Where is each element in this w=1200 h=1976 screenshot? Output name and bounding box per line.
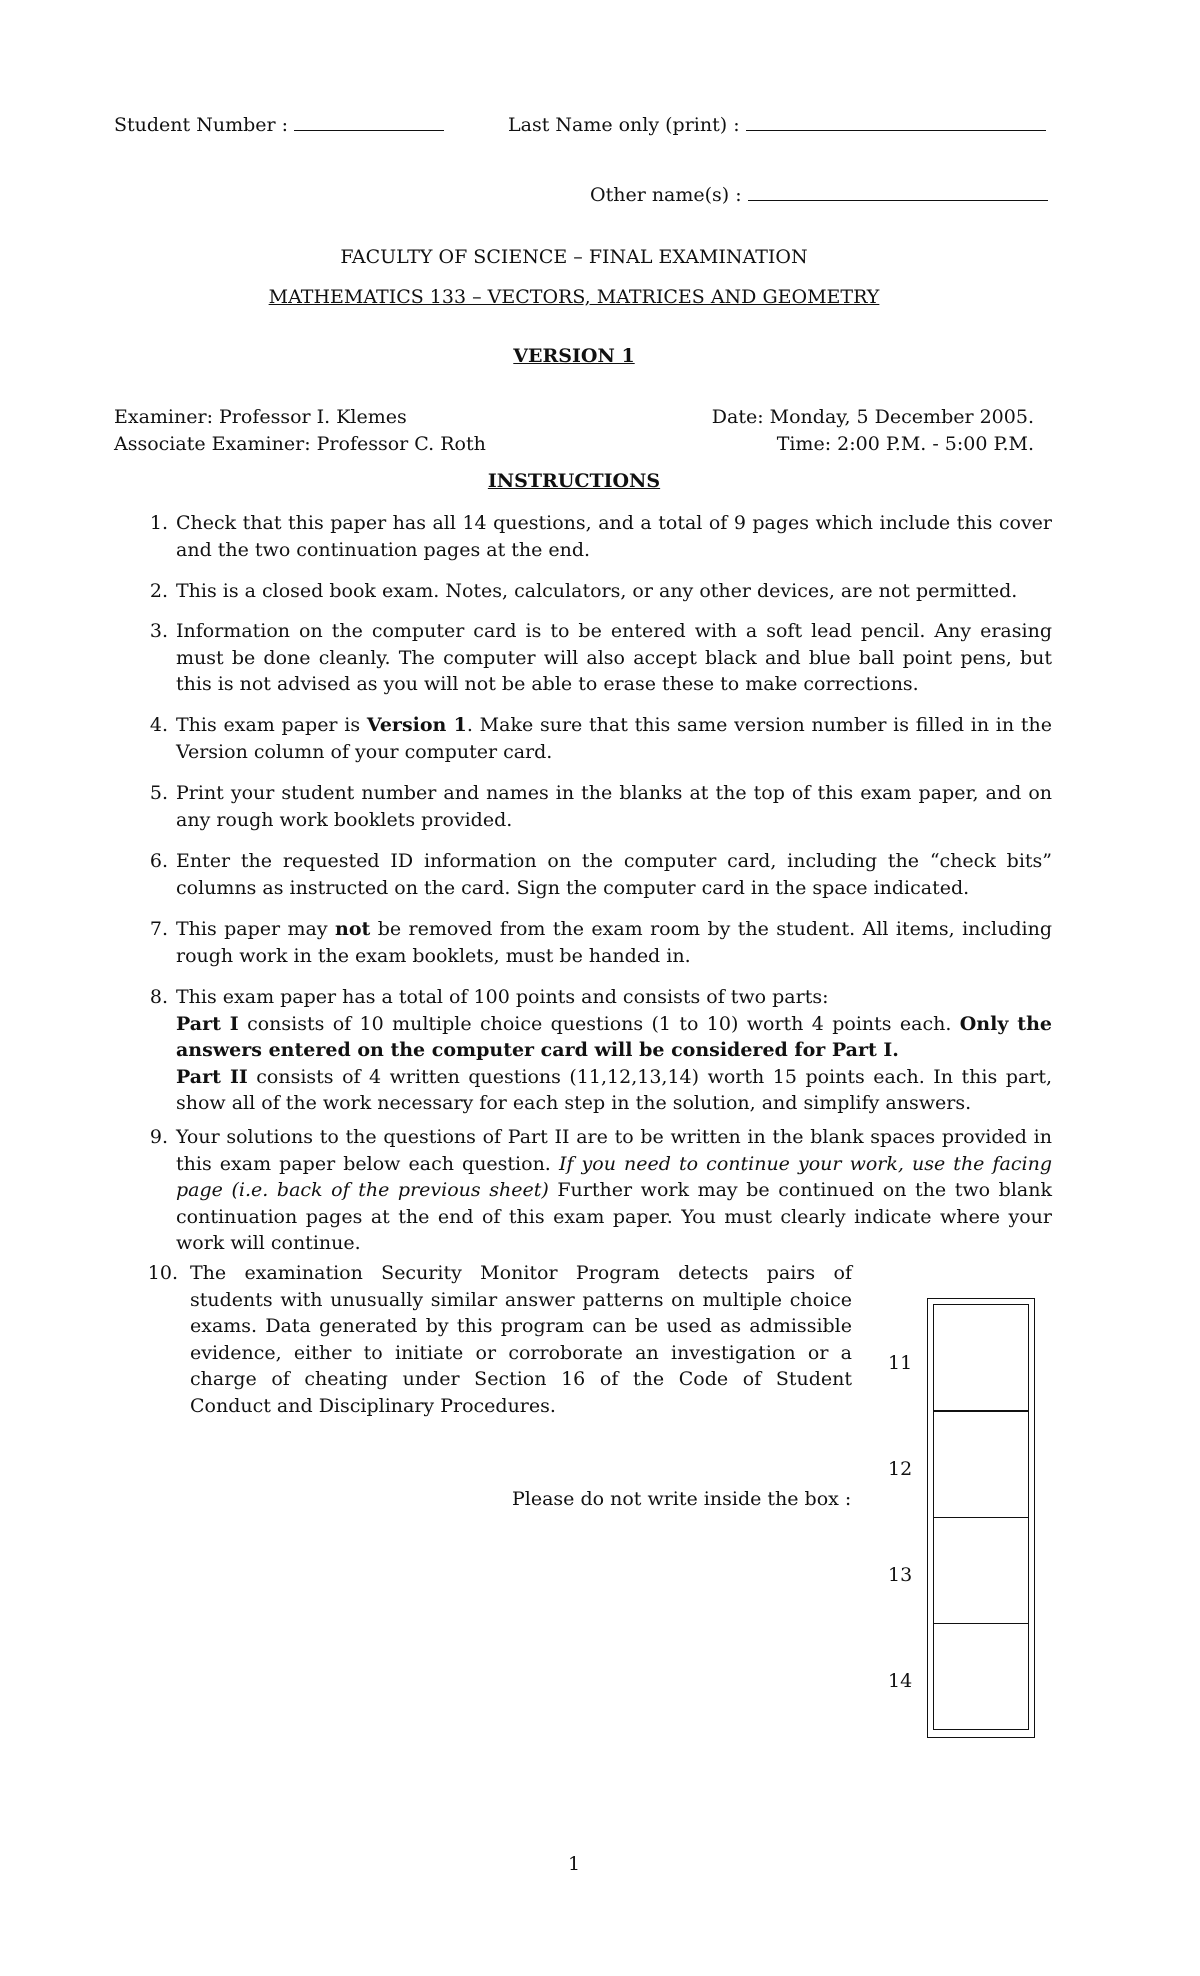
instruction-item: 9. Your solutions to the questions of Part II are to be written in the blank spaces provided in this exam paper below each question. If you need to continue your work, use the facing page (i.e. back of the previous sheet) Further work may be continued on the two blank continuation pages at the end of this exam paper. You must clearly indicate where your work will continue. — [149, 1126, 1052, 1254]
grading-box — [927, 1298, 1035, 1738]
question-label: 13 — [888, 1564, 913, 1586]
last-name-field[interactable] — [746, 110, 1046, 131]
exam-date: Date: Monday, 5 December 2005. — [711, 406, 1034, 428]
instructions-heading: INSTRUCTIONS — [487, 470, 661, 492]
other-names-line — [590, 180, 1048, 209]
course-title: MATHEMATICS 133 – VECTORS, MATRICES AND GEOMETRY — [268, 286, 880, 308]
version-title: VERSION 1 — [513, 345, 635, 367]
instruction-item: 6. Enter the requested ID information on the computer card, including the “check bits” columns as instructed on the card. Sign the computer card in the space indicated. — [149, 850, 1052, 899]
faculty-title: FACULTY OF SCIENCE – FINAL EXAMINATION — [340, 246, 808, 268]
question-label: 11 — [888, 1352, 913, 1374]
instruction-item: 4. This exam paper is Version 1. Make sure that this same version number is filled in in the Version column of your computer card. — [149, 714, 1052, 763]
instruction-item: 5. Print your student number and names in the blanks at the top of this exam paper, and on any rough work booklets provided. — [149, 782, 1052, 831]
other-names-label: Other name(s) : — [590, 184, 742, 206]
other-names-field[interactable] — [748, 180, 1048, 201]
grade-cell-13 — [933, 1517, 1029, 1624]
box-note: Please do not write inside the box : — [512, 1488, 852, 1510]
last-name-label: Last Name only (print) : — [508, 114, 740, 136]
instruction-item: 2. This is a closed book exam. Notes, calculators, or any other devices, are not permitted. — [149, 580, 1018, 602]
instruction-item: 1. Check that this paper has all 14 questions, and a total of 9 pages which include this cover and the two continuation pages at the end. — [149, 512, 1052, 561]
student-number-label: Student Number : — [114, 114, 289, 136]
grade-cell-12 — [933, 1411, 1029, 1518]
question-label: 14 — [888, 1670, 913, 1692]
instruction-item: 8. This exam paper has a total of 100 points and consists of two parts: Part I consists of 10 multiple choice questions (1 to 10) worth 4 points each. Only the answers entered on the computer card will be considered for Part I. Part II consists of 4 written questions (11,12,13,14) worth 15 points each. In this part, show all of the work necessary for each step in the solution, and simplify answers. — [149, 986, 1052, 1114]
question-label: 12 — [888, 1458, 913, 1480]
student-number-line — [114, 110, 444, 139]
last-name-line — [508, 110, 1046, 139]
instruction-item: 10. The examination Security Monitor Program detects pairs of students with unusually similar answer patterns on multiple choice exams. Data generated by this program can be used as admissible evidence, either to initiate or corroborate an investigation or a charge of cheating under Section 16 of the Code of Student Conduct and Disciplinary Procedures. — [147, 1262, 852, 1417]
student-number-field[interactable] — [294, 110, 444, 131]
instruction-item: 3. Information on the computer card is to be entered with a soft lead pencil. Any erasing must be done cleanly. The computer will also accept black and blue ball point pens, but this is not advised as you will not be able to erase these to make corrections. — [149, 620, 1052, 695]
examiner: Examiner: Professor I. Klemes — [114, 406, 407, 428]
grade-cell-14 — [933, 1623, 1029, 1730]
associate-examiner: Associate Examiner: Professor C. Roth — [114, 433, 486, 455]
exam-time: Time: 2:00 P.M. - 5:00 P.M. — [776, 433, 1034, 455]
instruction-item: 7. This paper may not be removed from the exam room by the student. All items, including rough work in the exam booklets, must be handed in. — [149, 918, 1052, 967]
grade-cell-11 — [933, 1304, 1029, 1411]
page-number: 1 — [567, 1853, 581, 1875]
